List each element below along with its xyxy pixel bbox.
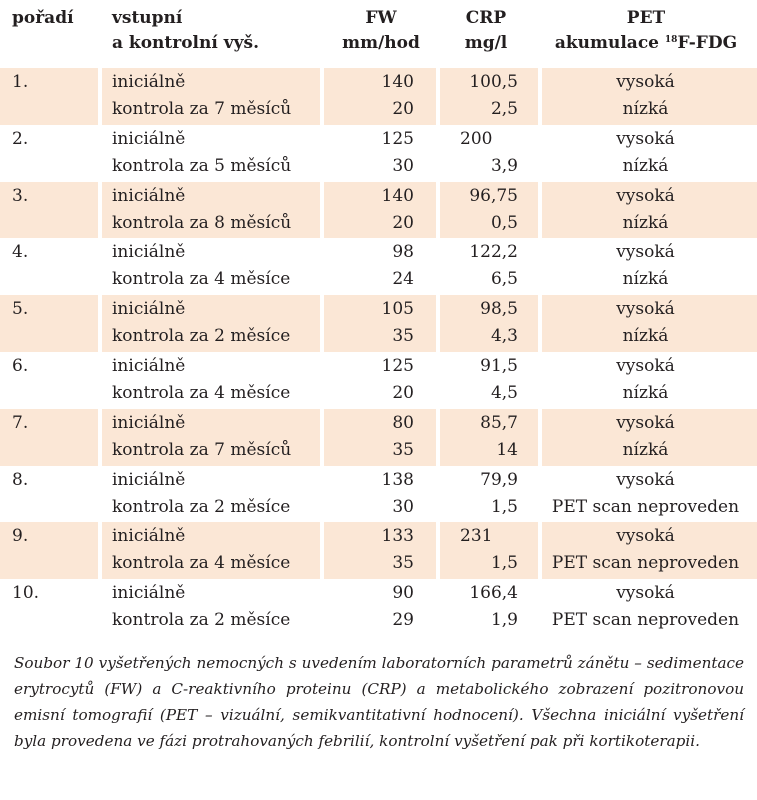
crp-control-value: 1,5 [490,496,518,517]
table-row [0,352,757,409]
initial-label: iniciálně [112,526,186,547]
control-label: kontrola za 2 měsíce [112,326,291,347]
order-number: 3. [12,185,29,206]
pet-initial-value: vysoká [616,583,675,604]
cell-pet [542,295,757,352]
pet-initial-value: vysoká [616,185,675,206]
cell-crp [440,238,538,295]
table-row [0,466,757,523]
crp-control-value: 4,5 [490,382,518,403]
header-pet-line1: PET [626,8,666,28]
pet-initial-value: vysoká [616,412,675,433]
control-label: kontrola za 2 měsíce [112,496,291,517]
header-examination-line1: vstupní [112,8,183,28]
fw-control-value: 20 [392,212,414,233]
crp-control-value: 6,5 [490,269,518,290]
order-number: 2. [12,128,29,149]
pet-control-value: PET scan neproveden [551,610,740,631]
pet-control-value: nízká [622,155,669,176]
table-row [0,579,757,636]
fw-initial-value: 125 [381,128,414,149]
control-label: kontrola za 7 měsíců [112,439,292,460]
header-pet-line2-before: akumulace [554,33,665,53]
crp-control-value: 1,5 [490,553,518,574]
pet-control-value: nízká [622,326,669,347]
fw-control-value: 35 [392,326,414,347]
crp-initial-value: 79,9 [480,469,518,490]
crp-control-value: 2,5 [490,99,518,119]
cell-fw [324,295,436,352]
cell-fw [324,579,436,636]
cell-fw [324,182,436,239]
initial-label: iniciálně [112,355,186,376]
header-fw-line1: FW [365,8,397,28]
pet-control-value: nízká [622,269,669,290]
order-number: 9. [12,526,29,547]
cell-order [0,68,98,125]
fw-initial-value: 140 [381,185,414,206]
order-number: 6. [12,355,29,376]
pet-initial-value: vysoká [616,128,675,149]
crp-control-value: 3,9 [490,155,518,176]
cell-crp [440,466,538,523]
header-pet-line2 [544,31,748,56]
cell-pet [542,125,757,182]
cell-crp [440,125,538,182]
pet-initial-value: vysoká [616,242,675,263]
initial-label: iniciálně [112,583,186,604]
initial-label: iniciálně [112,469,186,490]
initial-label: iniciálně [112,72,186,92]
table-row [0,522,757,579]
cell-order [0,352,98,409]
crp-control-value: 1,9 [490,610,518,631]
cell-pet [542,579,757,636]
cell-order [0,182,98,239]
table-body [0,68,757,636]
header-pet-line2-after: F-FDG [677,33,738,53]
fw-initial-value: 105 [381,299,414,320]
order-number: 8. [12,469,29,490]
cell-pet [542,352,757,409]
cell-fw [324,238,436,295]
header-fw-line2: mm/hod [342,33,420,53]
fw-control-value: 30 [392,496,414,517]
cell-pet [542,182,757,239]
pet-initial-value: vysoká [616,72,675,92]
crp-initial-value: 166,4 [469,583,518,604]
order-number: 4. [12,242,29,263]
header-crp [444,6,528,56]
cell-fw [324,466,436,523]
table-row [0,68,757,125]
cell-pet [542,68,757,125]
fw-initial-value: 98 [392,242,414,263]
crp-initial-value: 200 [460,128,493,149]
table-row [0,295,757,352]
cell-order [0,409,98,466]
crp-control-value: 14 [496,439,518,460]
order-number: 7. [12,412,29,433]
cell-order [0,295,98,352]
fw-control-value: 24 [392,269,414,290]
cell-fw [324,352,436,409]
control-label: kontrola za 7 měsíců [112,99,292,119]
fw-initial-value: 133 [381,526,414,547]
crp-initial-value: 96,75 [469,185,518,206]
cell-crp [440,68,538,125]
fw-initial-value: 138 [381,469,414,490]
control-label: kontrola za 2 měsíce [112,610,291,631]
cell-examination [102,522,320,579]
fw-initial-value: 80 [392,412,414,433]
order-number: 10. [12,583,40,604]
pet-control-value: nízká [622,99,669,119]
crp-control-value: 4,3 [490,326,518,347]
fw-control-value: 20 [392,382,414,403]
header-pet-superscript: 18 [664,35,678,45]
crp-initial-value: 100,5 [469,72,518,92]
cell-examination [102,125,320,182]
cell-examination [102,466,320,523]
table-caption: Soubor 10 vyšetřených nemocných s uvedením laboratorních parametrů zánětu – sedimentace erytrocytů (FW) a C-reaktivního proteinu (CRP) a metabolického zobrazení pozitronovou emisní tomografií (PET – vizuální, semikvantitativní hodnocení). Všechna iniciální vyšetření byla provedena ve fázi protrahovaných febrilií, kontrolní vyšetření pak při kortikoterapii. [14,654,744,750]
cell-examination [102,238,320,295]
cell-pet [542,466,757,523]
cell-crp [440,352,538,409]
initial-label: iniciálně [112,299,186,320]
header-examination-line2: a kontrolní vyš. [112,33,259,53]
fw-initial-value: 90 [392,583,414,604]
cell-examination [102,295,320,352]
control-label: kontrola za 5 měsíců [112,155,292,176]
header-crp-line2: mg/l [464,33,508,53]
header-order [12,6,74,31]
fw-control-value: 29 [392,610,414,631]
fw-control-value: 30 [392,155,414,176]
pet-control-value: nízká [622,439,669,460]
pet-control-value: PET scan neproveden [551,496,740,517]
cell-pet [542,522,757,579]
table-row [0,409,757,466]
table-header [0,6,757,64]
initial-label: iniciálně [112,128,186,149]
initial-label: iniciálně [112,412,186,433]
crp-initial-value: 122,2 [469,242,518,263]
pet-initial-value: vysoká [616,355,675,376]
crp-initial-value: 231 [460,526,493,547]
header-pet [544,6,748,56]
control-label: kontrola za 4 měsíce [112,382,291,403]
cell-fw [324,125,436,182]
header-crp-line1: CRP [465,8,507,28]
control-label: kontrola za 4 měsíce [112,553,291,574]
cell-crp [440,409,538,466]
fw-initial-value: 125 [381,355,414,376]
cell-examination [102,579,320,636]
pet-control-value: PET scan neproveden [551,553,740,574]
cell-examination [102,68,320,125]
cell-order [0,466,98,523]
cell-examination [102,182,320,239]
pet-initial-value: vysoká [616,526,675,547]
header-examination [112,6,259,56]
table-row [0,182,757,239]
fw-initial-value: 140 [381,72,414,92]
crp-initial-value: 85,7 [480,412,518,433]
cell-order [0,579,98,636]
cell-fw [324,522,436,579]
cell-pet [542,238,757,295]
crp-control-value: 0,5 [490,212,518,233]
control-label: kontrola za 8 měsíců [112,212,292,233]
cell-examination [102,352,320,409]
cell-pet [542,409,757,466]
header-fw [336,6,426,56]
pet-initial-value: vysoká [616,469,675,490]
cell-crp [440,295,538,352]
table-row [0,125,757,182]
order-number: 1. [12,72,29,92]
crp-initial-value: 98,5 [480,299,518,320]
pet-control-value: nízká [622,212,669,233]
cell-crp [440,579,538,636]
header-order-label: pořadí [12,8,74,28]
cell-order [0,125,98,182]
fw-control-value: 20 [392,99,414,119]
pet-initial-value: vysoká [616,299,675,320]
cell-order [0,238,98,295]
cell-crp [440,522,538,579]
crp-initial-value: 91,5 [480,355,518,376]
table-row [0,238,757,295]
fw-control-value: 35 [392,439,414,460]
cell-examination [102,409,320,466]
order-number: 5. [12,299,29,320]
pet-control-value: nízká [622,382,669,403]
initial-label: iniciálně [112,185,186,206]
fw-control-value: 35 [392,553,414,574]
cell-crp [440,182,538,239]
initial-label: iniciálně [112,242,186,263]
cell-fw [324,409,436,466]
control-label: kontrola za 4 měsíce [112,269,291,290]
cell-fw [324,68,436,125]
cell-order [0,522,98,579]
